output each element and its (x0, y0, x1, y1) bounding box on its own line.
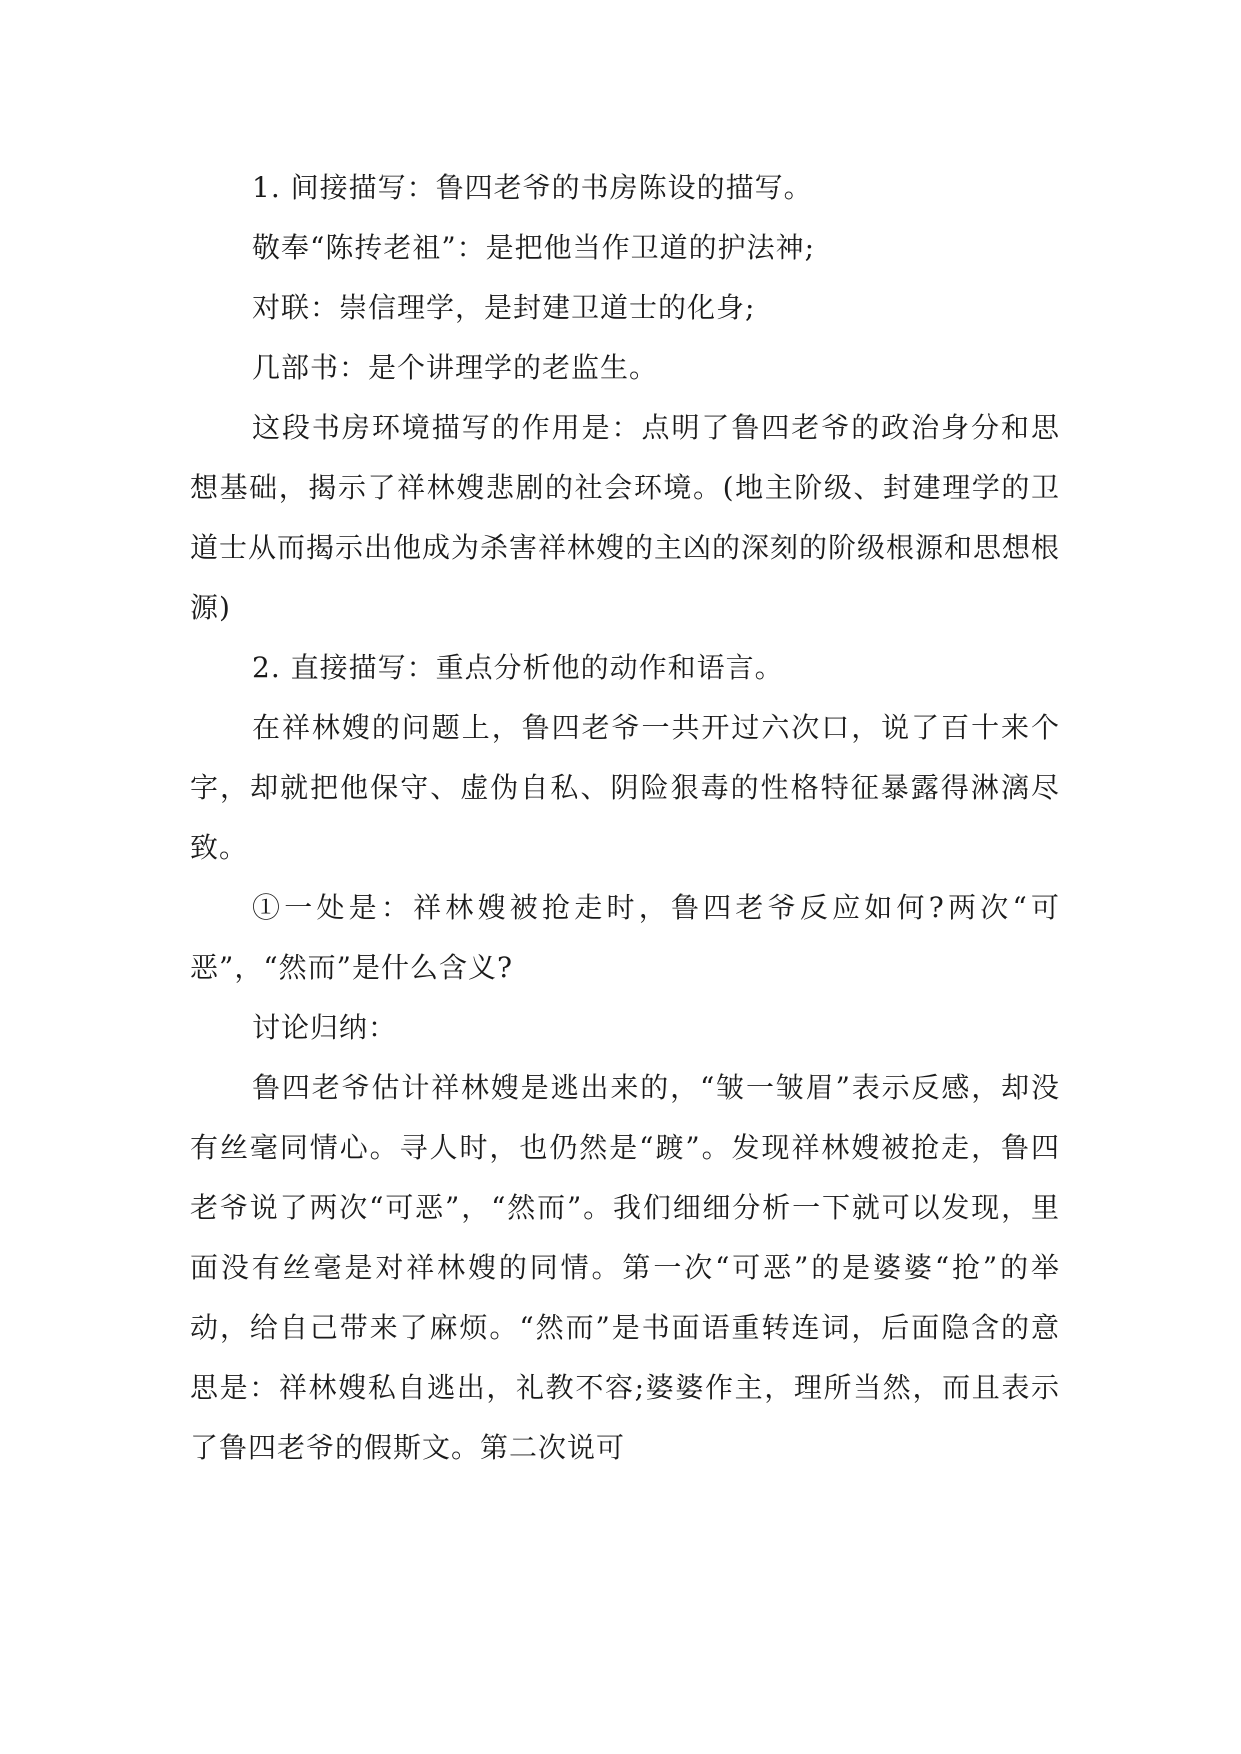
paragraph-chen-tuan: 敬奉“陈抟老祖”：是把他当作卫道的护法神; (252, 231, 816, 264)
paragraph-couplet: 对联：崇信理学，是封建卫道士的化身; (252, 291, 756, 324)
paragraph-six-times: 在祥林嫂的问题上，鲁四老爷一共开过六次口，说了百十来个字，却就把他保守、虚伪自私、阴险狠毒的性格特征暴露得淋漓尽致。 (190, 711, 1060, 864)
paragraph-discussion-heading: 讨论归纳： (252, 1011, 398, 1044)
paragraph-study-environment: 这段书房环境描写的作用是：点明了鲁四老爷的政治身分和思想基础，揭示了祥林嫂悲剧的社会环境。(地主阶级、封建理学的卫道士从而揭示出他成为杀害祥林嫂的主凶的深刻的阶级根源和思想根源) (190, 411, 1061, 624)
paragraph-indirect-description: 1. 间接描写：鲁四老爷的书房陈设的描写。 (252, 171, 813, 204)
document-body (190, 158, 1060, 1478)
paragraph-direct-description: 2. 直接描写：重点分析他的动作和语言。 (252, 651, 784, 684)
paragraph-books: 几部书：是个讲理学的老监生。 (252, 351, 659, 384)
paragraph-question-one: ①一处是：祥林嫂被抢走时，鲁四老爷反应如何?两次“可恶”，“然而”是什么含义? (190, 891, 1060, 984)
paragraph-discussion-body: 鲁四老爷估计祥林嫂是逃出来的，“皱一皱眉”表示反感，却没有丝毫同情心。寻人时，也仍然是“踱”。发现祥林嫂被抢走，鲁四老爷说了两次“可恶”，“然而”。我们细细分析一下就可以发现，里面没有丝毫是对祥林嫂的同情。第一次“可恶”的是婆婆“抢”的举动，给自己带来了麻烦。“然而”是书面语重转连词，后面隐含的意思是：祥林嫂私自逃出，礼教不容;婆婆作主，理所当然，而且表示了鲁四老爷的假斯文。第二次说可 (190, 1071, 1060, 1464)
